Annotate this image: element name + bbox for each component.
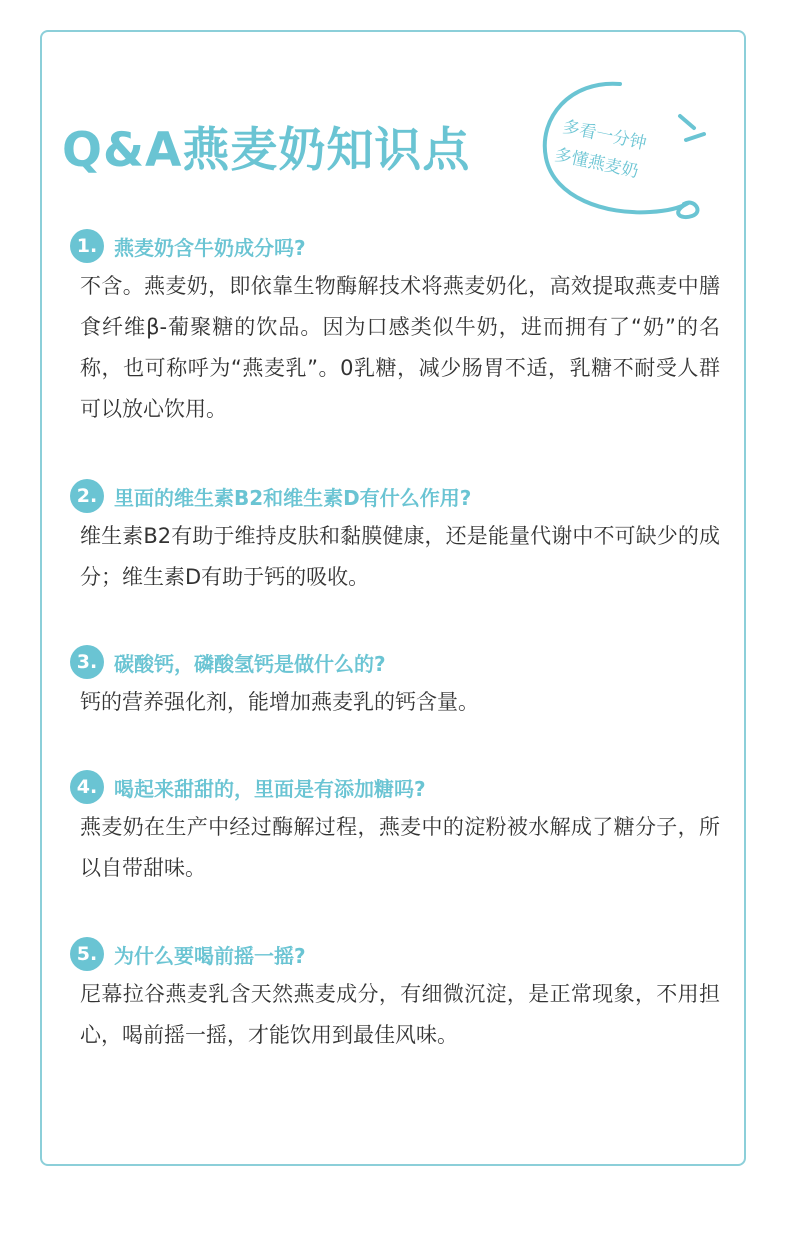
faq-item-2 — [70, 480, 720, 598]
question-text: 里面的维生素B2和维生素D有什么作用? — [114, 485, 472, 510]
question-number-badge: 4. — [70, 770, 104, 804]
faq-item-3 — [70, 646, 720, 723]
question-row — [70, 230, 720, 262]
faq-item-4 — [70, 771, 720, 889]
question-row — [70, 480, 720, 512]
answer-text: 维生素B2有助于维持皮肤和黏膜健康，还是能量代谢中不可缺少的成分；维生素D有助于钙的吸收。 — [80, 524, 720, 589]
question-text: 喝起来甜甜的，里面是有添加糖吗? — [114, 776, 426, 801]
question-text: 燕麦奶含牛奶成分吗? — [114, 235, 306, 260]
question-number-badge: 5. — [70, 937, 104, 971]
answer-text: 燕麦奶在生产中经过酶解过程，燕麦中的淀粉被水解成了糖分子，所以自带甜味。 — [80, 815, 720, 880]
bubble-text-line1: 多看一分钟 — [560, 116, 649, 155]
faq-item-5 — [70, 938, 720, 1056]
question-text: 为什么要喝前摇一摇? — [114, 943, 306, 968]
question-row — [70, 771, 720, 803]
answer-text: 不含。燕麦奶，即依靠生物酶解技术将燕麦奶化，高效提取燕麦中膳食纤维β-葡聚糖的饮品。因为口感类似牛奶，进而拥有了“奶”的名称，也可称呼为“燕麦乳”。0乳糖，减少肠胃不适，乳糖不耐受人群可以放心饮用。 — [80, 274, 720, 421]
faq-item-1 — [70, 230, 720, 430]
bubble-text-line2: 多懂燕麦奶 — [552, 144, 641, 183]
question-row — [70, 646, 720, 678]
page-title: Q&A燕麦奶知识点 — [62, 123, 471, 178]
question-number-badge: 2. — [70, 479, 104, 513]
question-text: 碳酸钙，磷酸氢钙是做什么的? — [114, 651, 386, 676]
answer-text: 钙的营养强化剂，能增加燕麦乳的钙含量。 — [80, 690, 479, 714]
answer-text: 尼幕拉谷燕麦乳含天然燕麦成分，有细微沉淀，是正常现象，不用担心，喝前摇一摇，才能饮用到最佳风味。 — [80, 982, 720, 1047]
question-number-badge: 1. — [70, 229, 104, 263]
question-number-badge: 3. — [70, 645, 104, 679]
question-row — [70, 938, 720, 970]
